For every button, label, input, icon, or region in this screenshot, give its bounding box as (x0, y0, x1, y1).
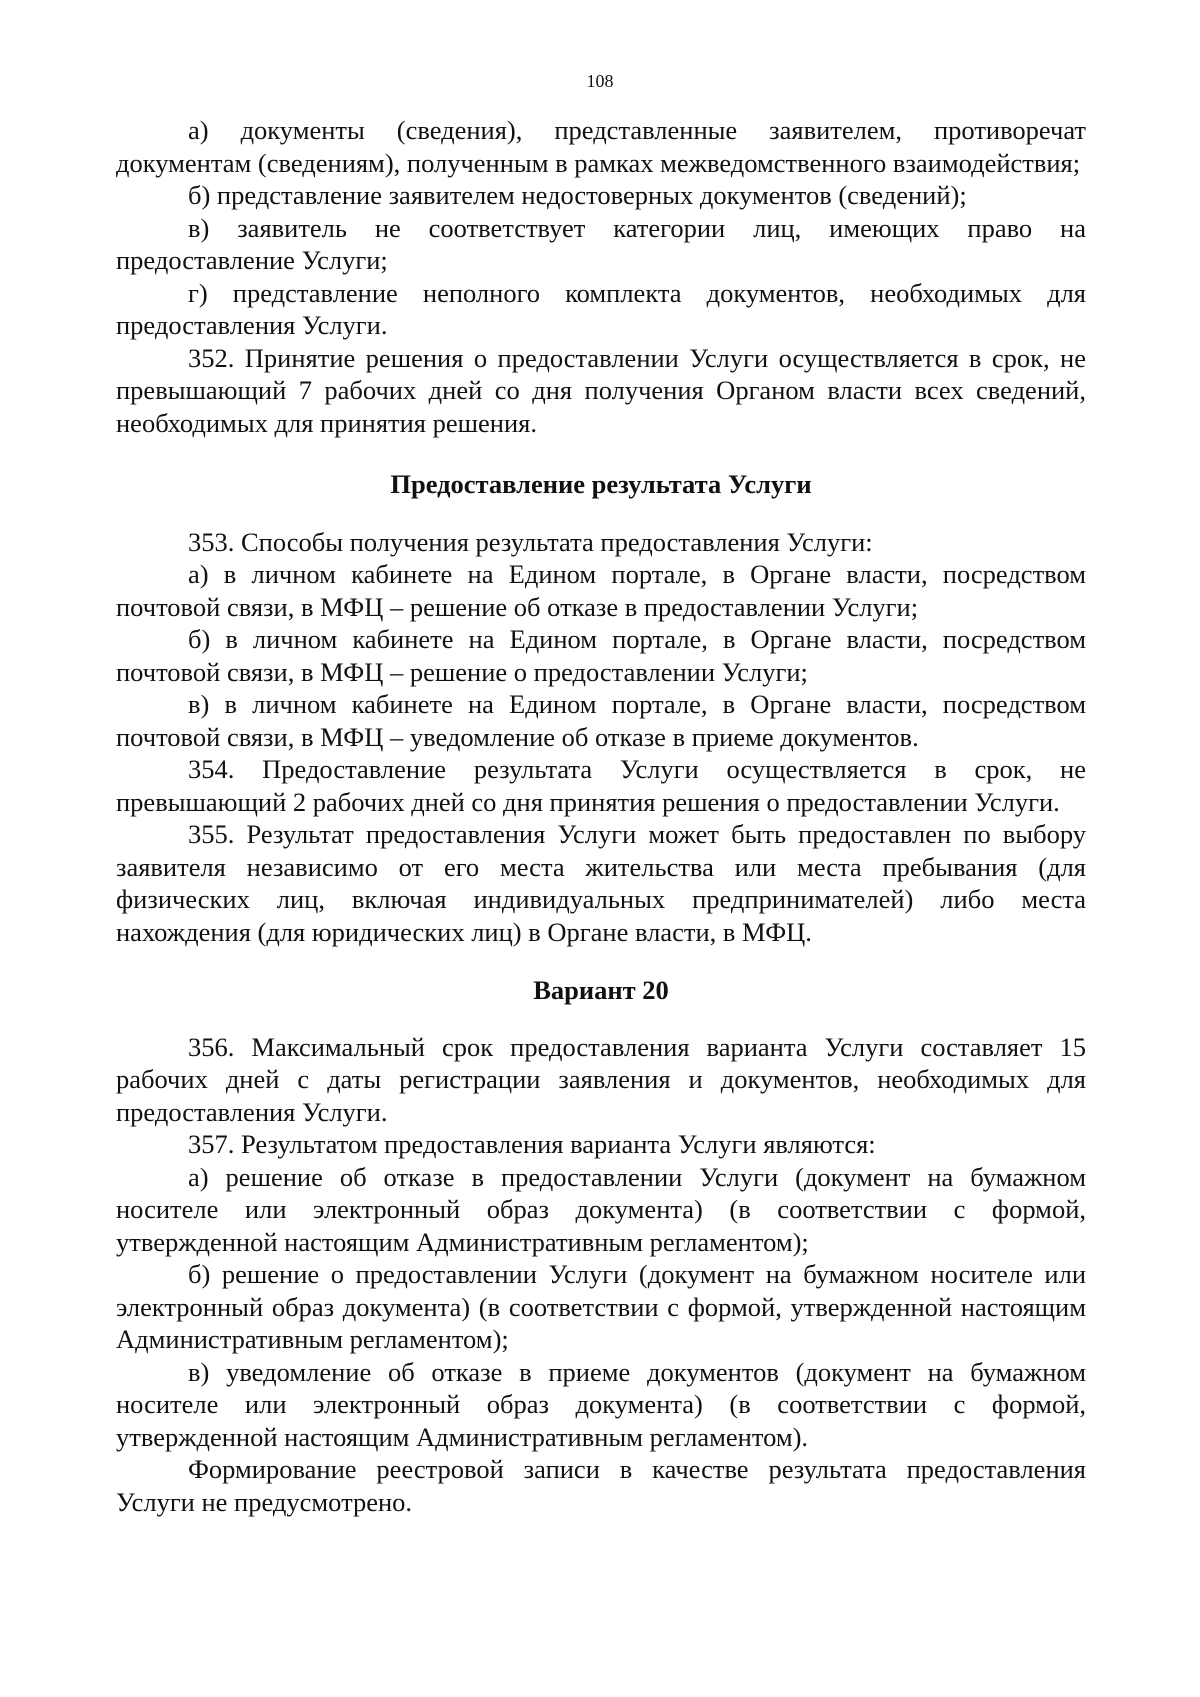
paragraph-357: 357. Результатом предоставления варианта Услуги являются: (188, 1129, 876, 1159)
paragraph-refusal-reason-c: в) заявитель не соответствует категории лиц, имеющих право на предоставление Услуги; (116, 212, 1086, 275)
paragraph-refusal-reason-d: г) представление неполного комплекта документов, необходимых для предоставления Услуги. (116, 277, 1086, 340)
paragraph-357-b: б) решение о предоставлении Услуги (документ на бумажном носителе или электронный образ документа) (в соответствии с формой, утвержденной настоящим Административным регламентом); (116, 1259, 1086, 1354)
paragraph-353-a: а) в личном кабинете на Едином портале, в Органе власти, посредством почтовой связи, в МФЦ – решение об отказе в предоставлении Услуги; (116, 559, 1086, 622)
page-number: 108 (586, 71, 614, 91)
paragraph-353-c: в) в личном кабинете на Едином портале, в Органе власти, посредством почтовой связи, в МФЦ – уведомление об отказе в приеме документов. (116, 689, 1086, 752)
section-heading-result: Предоставление результата Услуги (390, 469, 812, 499)
document-body (116, 114, 1086, 1518)
paragraph-353-b: б) в личном кабинете на Едином портале, в Органе власти, посредством почтовой связи, в МФЦ – решение о предоставлении Услуги; (116, 624, 1086, 687)
paragraph-357-c: в) уведомление об отказе в приеме документов (документ на бумажном носителе или электронный образ документа) (в соответствии с формой, утвержденной настоящим Административным регламентом). (116, 1356, 1086, 1452)
section-heading-variant-20: Вариант 20 (533, 975, 669, 1005)
paragraph-352: 352. Принятие решения о предоставлении Услуги осуществляется в срок, не превышающий 7 рабочих дней со дня получения Органом власти всех сведений, необходимых для принятия решения. (116, 342, 1086, 438)
paragraph-357-a: а) решение об отказе в предоставлении Услуги (документ на бумажном носителе или электронный образ документа) (в соответствии с формой, утвержденной настоящим Административным регламентом); (116, 1161, 1086, 1257)
paragraph-353: 353. Способы получения результата предоставления Услуги: (188, 526, 873, 557)
paragraph-356: 356. Максимальный срок предоставления варианта Услуги составляет 15 рабочих дней с даты регистрации заявления и документов, необходимых для предоставления Услуги. (116, 1031, 1086, 1127)
paragraph-354: 354. Предоставление результата Услуги осуществляется в срок, не превышающий 2 рабочих дней со дня принятия решения о предоставлении Услуги. (116, 754, 1086, 817)
paragraph-355: 355. Результат предоставления Услуги может быть предоставлен по выбору заявителя независимо от его места жительства или места пребывания (для физических лиц, включая индивидуальных предпринимателей) либо места нахождения (для юридических лиц) в Органе власти, в МФЦ. (116, 819, 1086, 947)
paragraph-registry-record: Формирование реестровой записи в качестве результата предоставления Услуги не предусмотрено. (116, 1454, 1086, 1517)
paragraph-refusal-reason-b: б) представление заявителем недостоверных документов (сведений); (188, 180, 967, 210)
paragraph-refusal-reason-a: а) документы (сведения), представленные заявителем, противоречат документам (сведениям), полученным в рамках межведомственного взаимодействия; (116, 115, 1086, 178)
